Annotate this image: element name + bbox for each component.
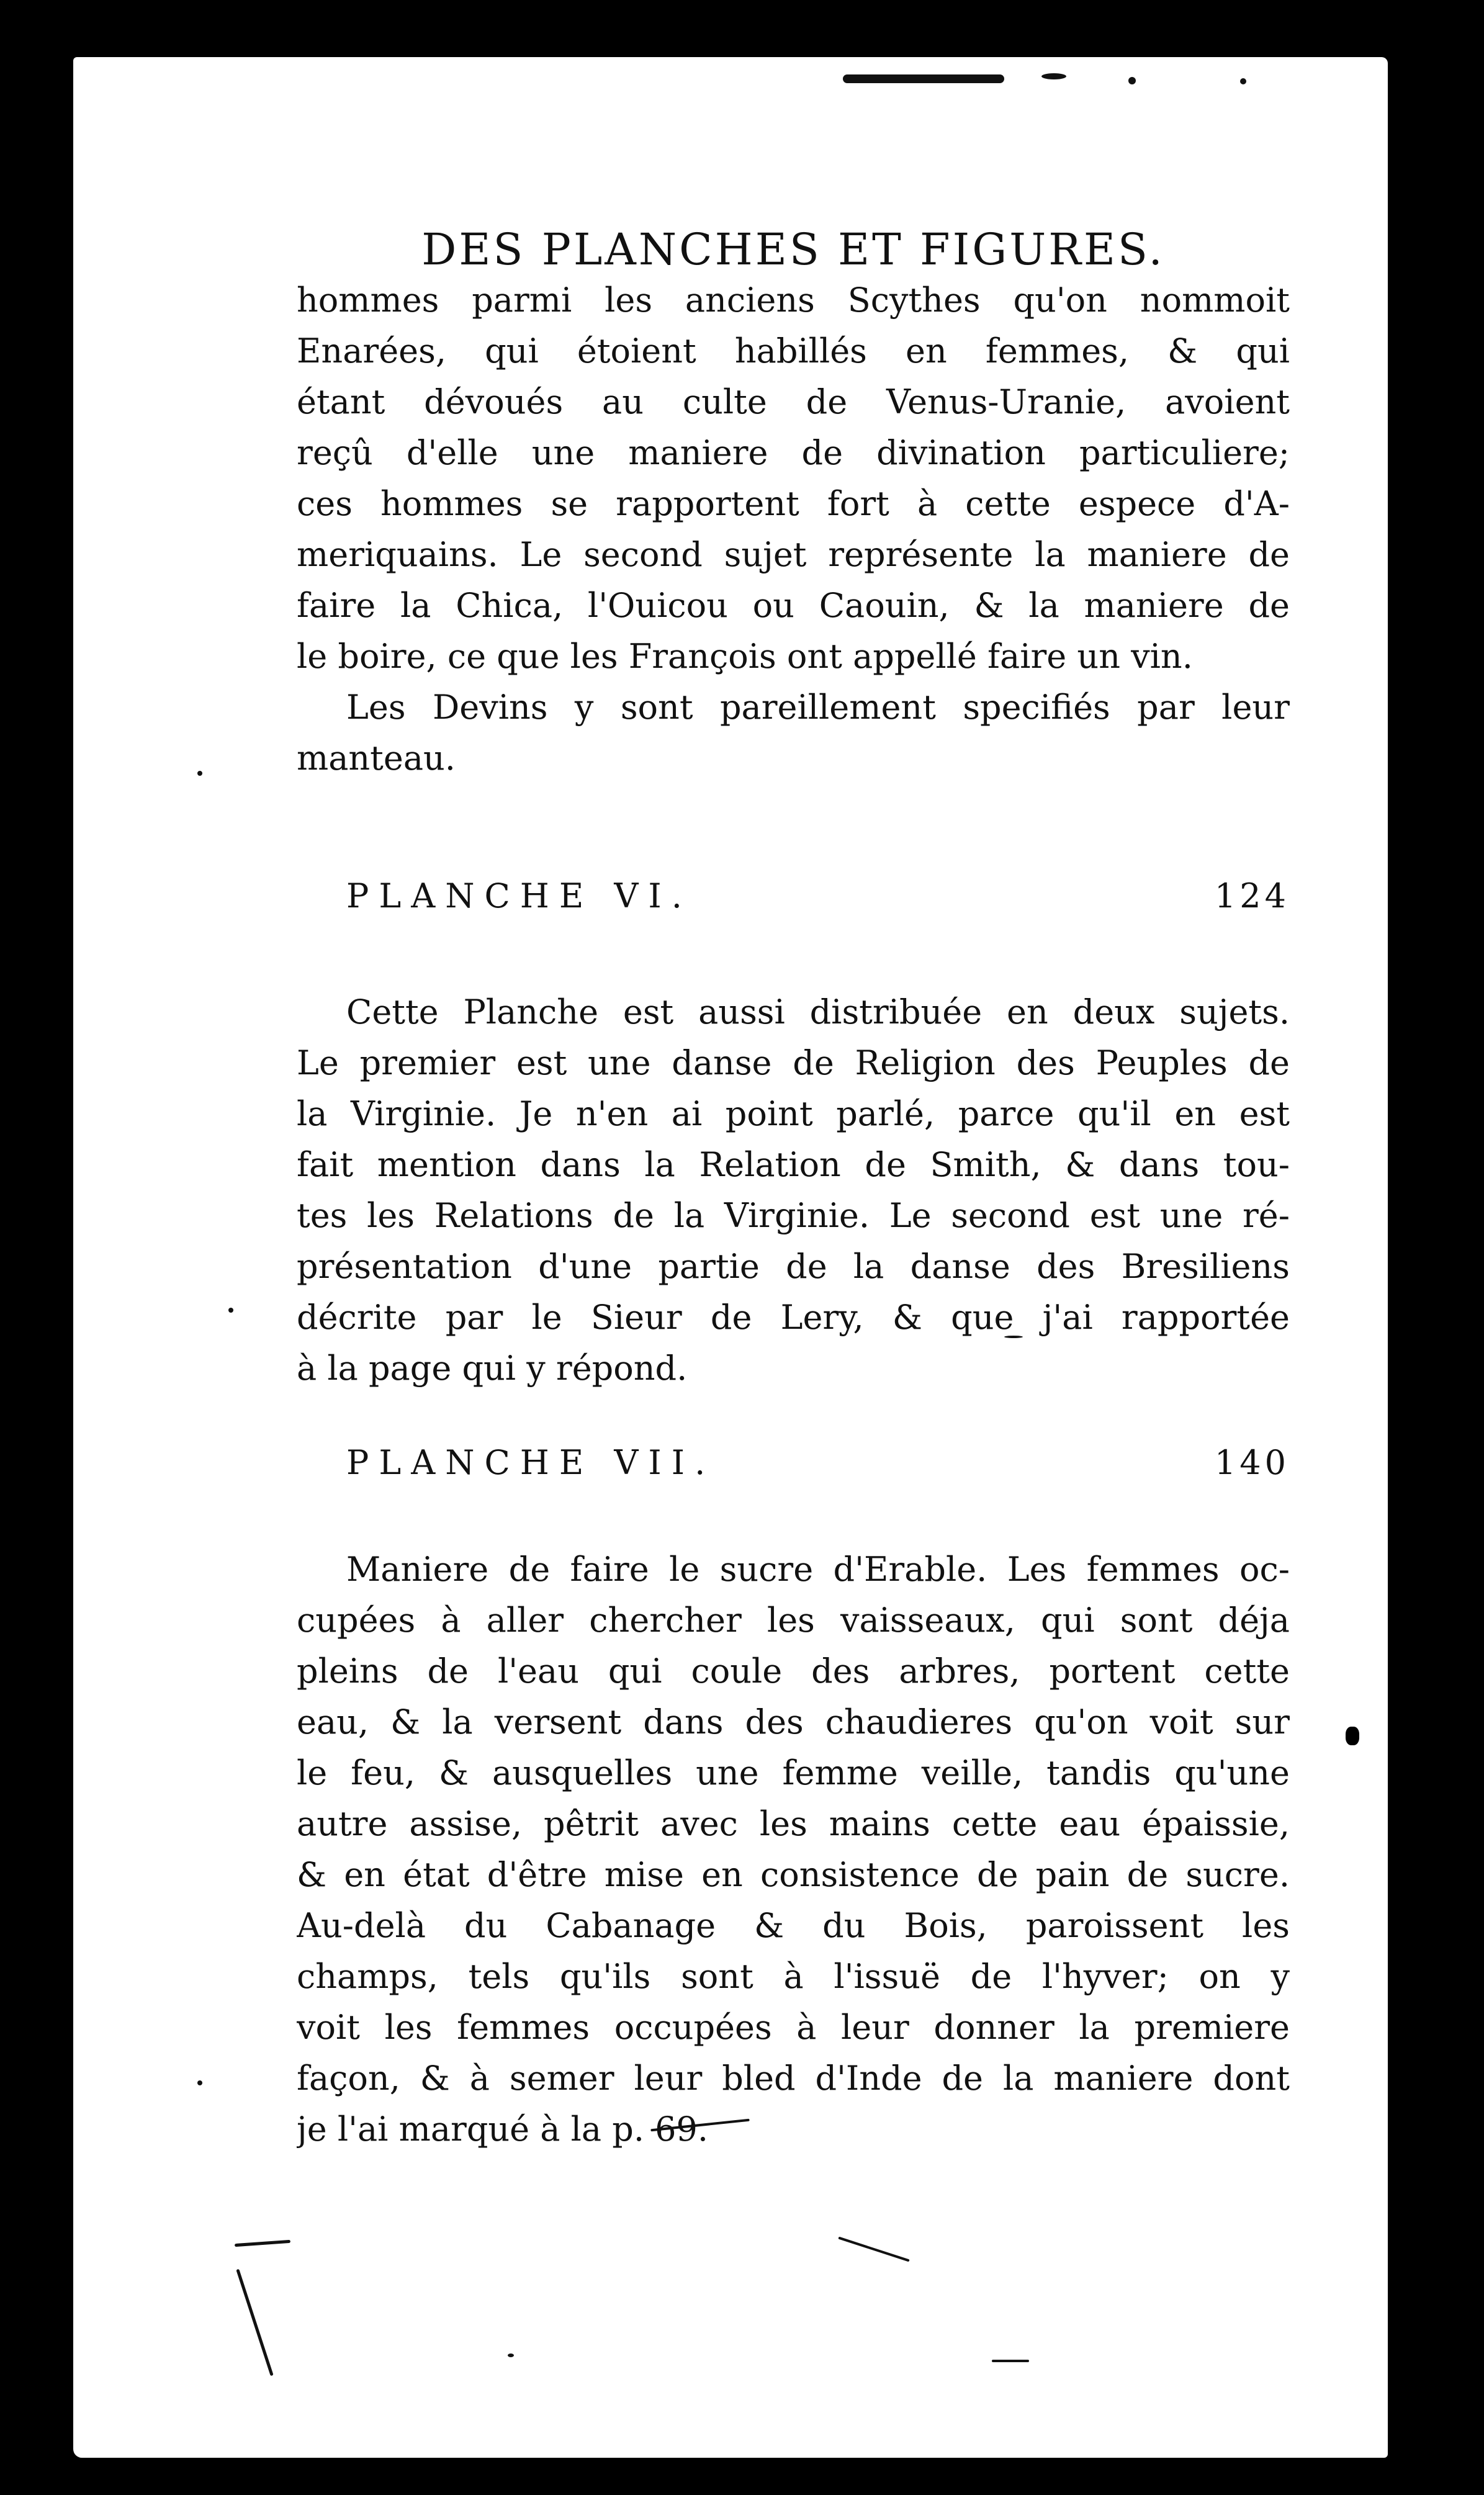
text-line: je l'ai marqué à la p. 69. <box>297 2109 709 2149</box>
margin-ink-dot <box>1346 1727 1359 1745</box>
plate-vii-description <box>297 1544 1290 2155</box>
text-line: voit les femmes occupées à leur donner la premiere <box>297 2007 1290 2047</box>
text-line: façon, & à semer leur bled d'Inde de la maniere dont <box>297 2058 1290 2098</box>
plate-heading-vii <box>297 1437 1290 1488</box>
text-line: faire la Chica, l'Ouicou ou Caouin, & la maniere de <box>297 585 1290 625</box>
text-line: la Virginie. Je n'en ai point parlé, parce qu'il en est <box>297 1094 1290 1133</box>
text-line: Cette Planche est aussi distribuée en deux sujets. <box>346 992 1290 1032</box>
plate-page-number: 140 <box>1214 1442 1290 1482</box>
text-line: pleins de l'eau qui coule des arbres, portent cette <box>297 1651 1290 1691</box>
running-head: DES PLANCHES ET FIGURES. <box>421 224 1165 275</box>
text-line: fait mention dans la Relation de Smith, & dans tou- <box>297 1144 1290 1184</box>
text-line: reçû d'elle une maniere de divination particuliere; <box>297 433 1290 472</box>
book-page <box>73 57 1388 2458</box>
paragraph-devins <box>297 682 1290 784</box>
text-line: Les Devins y sont pareillement specifiés par leur <box>346 687 1290 727</box>
text-line: Le premier est une danse de Religion des Peuples de <box>297 1043 1290 1082</box>
text-line: ces hommes se rapportent fort à cette espece d'A- <box>297 483 1290 523</box>
plate-vi-description <box>297 987 1290 1394</box>
text-line: le feu, & ausquelles une femme veille, tandis qu'une <box>297 1753 1290 1792</box>
text-line: Maniere de faire le sucre d'Erable. Les femmes oc- <box>346 1549 1290 1589</box>
plate-label: PLANCHE VI. <box>346 876 692 915</box>
paragraph-intro <box>297 275 1290 682</box>
plate-heading-vi <box>297 871 1290 922</box>
text-line: & en état d'être mise en consistence de pain de sucre. <box>297 1854 1290 1894</box>
plate-label: PLANCHE VII. <box>346 1442 716 1482</box>
text-line: autre assise, pêtrit avec les mains cette eau épaissie, <box>297 1804 1290 1843</box>
text-line: eau, & la versent dans des chaudieres qu'on voit sur <box>297 1702 1290 1742</box>
text-line: présentation d'une partie de la danse des Bresiliens <box>297 1246 1290 1286</box>
text-line: à la page qui y répond. <box>297 1348 688 1388</box>
text-line: le boire, ce que les François ont appellé faire un vin. <box>297 636 1193 676</box>
text-line: meriquains. Le second sujet représente la maniere de <box>297 534 1290 574</box>
text-line: décrite par le Sieur de Lery, & que j'ai rapportée <box>297 1297 1290 1337</box>
text-line: tes les Relations de la Virginie. Le second est une ré- <box>297 1195 1290 1235</box>
text-line: étant dévoués au culte de Venus-Uranie, avoient <box>297 382 1290 421</box>
plate-page-number: 124 <box>1214 876 1290 915</box>
text-line: Enarées, qui étoient habillés en femmes, & qui <box>297 331 1290 371</box>
text-line: manteau. <box>297 738 456 778</box>
text-line: Au-delà du Cabanage & du Bois, paroissent les <box>297 1905 1290 1945</box>
text-line: champs, tels qu'ils sont à l'issuë de l'hyver; on y <box>297 1956 1290 1996</box>
text-line: cupées à aller chercher les vaisseaux, qui sont déja <box>297 1600 1290 1640</box>
text-line: hommes parmi les anciens Scythes qu'on nommoit <box>297 280 1290 320</box>
page-text <box>297 225 1290 2155</box>
